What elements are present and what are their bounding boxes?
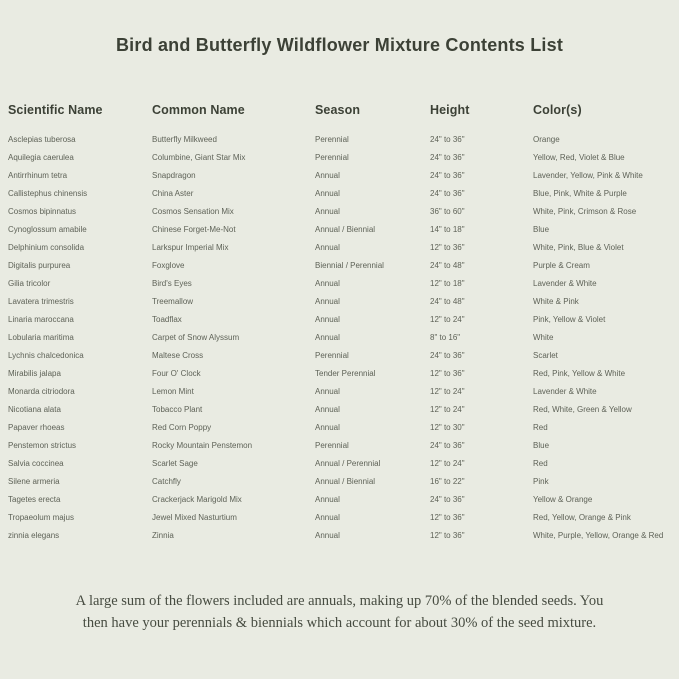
cell-height: 12" to 24" bbox=[430, 386, 465, 396]
cell-height: 36" to 60" bbox=[430, 206, 465, 216]
cell-scientific-name: zinnia elegans bbox=[8, 530, 60, 540]
cell-season: Perennial bbox=[315, 152, 349, 162]
cell-season: Annual bbox=[315, 188, 340, 198]
cell-season: Annual bbox=[315, 530, 340, 540]
cell-scientific-name: Papaver rhoeas bbox=[8, 422, 65, 432]
cell-season: Annual bbox=[315, 494, 340, 504]
cell-common-name: Lemon Mint bbox=[152, 386, 194, 396]
cell-scientific-name: Penstemon strictus bbox=[8, 440, 77, 450]
cell-colors: White bbox=[533, 332, 554, 342]
cell-height: 12" to 36" bbox=[430, 512, 465, 522]
cell-season: Annual bbox=[315, 314, 340, 324]
contents-table bbox=[8, 103, 671, 544]
cell-common-name: Treemallow bbox=[152, 296, 194, 306]
cell-season: Annual bbox=[315, 404, 340, 414]
cell-height: 12" to 18" bbox=[430, 278, 465, 288]
cell-season: Tender Perennial bbox=[315, 368, 376, 378]
cell-scientific-name: Nicotiana alata bbox=[8, 404, 61, 414]
column-header-season: Season bbox=[315, 103, 361, 117]
cell-height: 12" to 24" bbox=[430, 404, 465, 414]
cell-common-name: Toadflax bbox=[152, 314, 182, 324]
cell-scientific-name: Silene armeria bbox=[8, 476, 60, 486]
cell-colors: Scarlet bbox=[533, 350, 558, 360]
cell-common-name: Butterfly Milkweed bbox=[152, 134, 217, 144]
cell-colors: Lavender & White bbox=[533, 278, 597, 288]
cell-height: 24" to 36" bbox=[430, 134, 465, 144]
cell-common-name: Catchfly bbox=[152, 476, 181, 486]
cell-scientific-name: Delphinium consolida bbox=[8, 242, 85, 252]
cell-scientific-name: Cynoglossum amabile bbox=[8, 224, 87, 234]
cell-scientific-name: Callistephus chinensis bbox=[8, 188, 88, 198]
cell-common-name: Maltese Cross bbox=[152, 350, 204, 360]
cell-colors: White, Pink, Blue & Violet bbox=[533, 242, 624, 252]
cell-colors: White, Purple, Yellow, Orange & Red bbox=[533, 530, 664, 540]
cell-height: 14" to 18" bbox=[430, 224, 465, 234]
cell-common-name: Snapdragon bbox=[152, 170, 196, 180]
cell-height: 12" to 24" bbox=[430, 314, 465, 324]
cell-colors: Red bbox=[533, 422, 548, 432]
table-row bbox=[8, 454, 671, 472]
cell-season: Perennial bbox=[315, 440, 349, 450]
cell-season: Annual / Biennial bbox=[315, 476, 376, 486]
cell-scientific-name: Lobularia maritima bbox=[8, 332, 74, 342]
table-row bbox=[8, 418, 671, 436]
cell-common-name: Zinnia bbox=[152, 530, 174, 540]
cell-colors: Blue bbox=[533, 440, 550, 450]
cell-common-name: Scarlet Sage bbox=[152, 458, 198, 468]
page-title: Bird and Butterfly Wildflower Mixture Contents List bbox=[115, 35, 564, 55]
cell-height: 16" to 22" bbox=[430, 476, 465, 486]
table-row bbox=[8, 328, 671, 346]
table-row bbox=[8, 274, 671, 292]
cell-scientific-name: Digitalis purpurea bbox=[8, 260, 71, 270]
cell-colors: Yellow, Red, Violet & Blue bbox=[533, 152, 625, 162]
cell-height: 12" to 36" bbox=[430, 368, 465, 378]
table-row bbox=[8, 202, 671, 220]
table-row bbox=[8, 166, 671, 184]
cell-season: Perennial bbox=[315, 134, 349, 144]
cell-season: Biennial / Perennial bbox=[315, 260, 384, 270]
cell-height: 24" to 36" bbox=[430, 152, 465, 162]
table-row bbox=[8, 184, 671, 202]
cell-common-name: Red Corn Poppy bbox=[152, 422, 212, 432]
table-row bbox=[8, 346, 671, 364]
cell-season: Annual bbox=[315, 278, 340, 288]
cell-height: 24" to 48" bbox=[430, 296, 465, 306]
cell-colors: Purple & Cream bbox=[533, 260, 590, 270]
cell-colors: Blue, Pink, White & Purple bbox=[533, 188, 627, 198]
column-header-height: Height bbox=[430, 103, 470, 117]
cell-colors: Red, Pink, Yellow & White bbox=[533, 368, 626, 378]
table-row bbox=[8, 364, 671, 382]
cell-common-name: Tobacco Plant bbox=[152, 404, 203, 414]
cell-common-name: Cosmos Sensation Mix bbox=[152, 206, 234, 216]
cell-scientific-name: Salvia coccinea bbox=[8, 458, 64, 468]
cell-season: Annual / Biennial bbox=[315, 224, 376, 234]
cell-season: Annual bbox=[315, 512, 340, 522]
table-row bbox=[8, 130, 671, 148]
column-header-common-name: Common Name bbox=[152, 103, 245, 117]
table-row bbox=[8, 292, 671, 310]
cell-height: 24" to 36" bbox=[430, 440, 465, 450]
cell-height: 24" to 36" bbox=[430, 350, 465, 360]
table-row bbox=[8, 472, 671, 490]
cell-colors: Lavender & White bbox=[533, 386, 597, 396]
cell-scientific-name: Gilia tricolor bbox=[8, 278, 51, 288]
cell-common-name: China Aster bbox=[152, 188, 194, 198]
cell-season: Annual / Perennial bbox=[315, 458, 381, 468]
cell-season: Perennial bbox=[315, 350, 349, 360]
cell-colors: Yellow & Orange bbox=[533, 494, 593, 504]
cell-common-name: Chinese Forget-Me-Not bbox=[152, 224, 236, 234]
cell-scientific-name: Antirrhinum tetra bbox=[8, 170, 68, 180]
cell-colors: Pink, Yellow & Violet bbox=[533, 314, 606, 324]
cell-colors: Red, White, Green & Yellow bbox=[533, 404, 632, 414]
cell-common-name: Foxglove bbox=[152, 260, 185, 270]
cell-scientific-name: Tropaeolum majus bbox=[8, 512, 74, 522]
cell-height: 24" to 36" bbox=[430, 170, 465, 180]
cell-colors: Lavender, Yellow, Pink & White bbox=[533, 170, 643, 180]
cell-height: 12" to 30" bbox=[430, 422, 465, 432]
cell-scientific-name: Cosmos bipinnatus bbox=[8, 206, 77, 216]
table-row bbox=[8, 400, 671, 418]
cell-season: Annual bbox=[315, 296, 340, 306]
table-header-row bbox=[8, 103, 671, 117]
cell-season: Annual bbox=[315, 386, 340, 396]
table-row bbox=[8, 526, 671, 544]
cell-season: Annual bbox=[315, 206, 340, 216]
cell-scientific-name: Tagetes erecta bbox=[8, 494, 61, 504]
cell-scientific-name: Linaria maroccana bbox=[8, 314, 74, 324]
column-header-colors: Color(s) bbox=[533, 103, 582, 117]
cell-colors: Red, Yellow, Orange & Pink bbox=[533, 512, 631, 522]
cell-colors: Red bbox=[533, 458, 548, 468]
cell-colors: White & Pink bbox=[533, 296, 579, 306]
cell-height: 24" to 48" bbox=[430, 260, 465, 270]
table-row bbox=[8, 310, 671, 328]
footer-note bbox=[40, 590, 640, 634]
cell-season: Annual bbox=[315, 332, 340, 342]
cell-height: 12" to 36" bbox=[430, 530, 465, 540]
cell-common-name: Bird's Eyes bbox=[152, 278, 192, 288]
cell-scientific-name: Monarda citriodora bbox=[8, 386, 75, 396]
cell-season: Annual bbox=[315, 170, 340, 180]
cell-colors: Pink bbox=[533, 476, 549, 486]
cell-common-name: Columbine, Giant Star Mix bbox=[152, 152, 246, 162]
cell-scientific-name: Aquilegia caerulea bbox=[8, 152, 74, 162]
cell-common-name: Carpet of Snow Alyssum bbox=[152, 332, 240, 342]
table-row bbox=[8, 508, 671, 526]
table-row bbox=[8, 256, 671, 274]
cell-height: 24" to 36" bbox=[430, 188, 465, 198]
cell-common-name: Crackerjack Marigold Mix bbox=[152, 494, 242, 504]
cell-scientific-name: Mirabilis jalapa bbox=[8, 368, 61, 378]
cell-common-name: Larkspur Imperial Mix bbox=[152, 242, 229, 252]
footer-line-2: then have your perennials & biennials which account for about 30% of the seed mixture. bbox=[82, 615, 597, 631]
table-row bbox=[8, 382, 671, 400]
cell-season: Annual bbox=[315, 242, 340, 252]
cell-height: 24" to 36" bbox=[430, 494, 465, 504]
cell-height: 12" to 36" bbox=[430, 242, 465, 252]
cell-scientific-name: Lavatera trimestris bbox=[8, 296, 74, 306]
cell-common-name: Jewel Mixed Nasturtium bbox=[152, 512, 237, 522]
table-body bbox=[8, 130, 671, 544]
table-row bbox=[8, 148, 671, 166]
cell-common-name: Rocky Mountain Penstemon bbox=[152, 440, 253, 450]
column-header-scientific-name: Scientific Name bbox=[8, 103, 103, 117]
table-row bbox=[8, 436, 671, 454]
cell-scientific-name: Lychnis chalcedonica bbox=[8, 350, 84, 360]
cell-season: Annual bbox=[315, 422, 340, 432]
cell-scientific-name: Asclepias tuberosa bbox=[8, 134, 76, 144]
footer-line-1: A large sum of the flowers included are annuals, making up 70% of the blended seeds. You bbox=[75, 593, 604, 609]
table-row bbox=[8, 490, 671, 508]
cell-common-name: Four O' Clock bbox=[152, 368, 201, 378]
cell-colors: Blue bbox=[533, 224, 550, 234]
cell-height: 12" to 24" bbox=[430, 458, 465, 468]
table-row bbox=[8, 220, 671, 238]
cell-colors: White, Pink, Crimson & Rose bbox=[533, 206, 637, 216]
table-row bbox=[8, 238, 671, 256]
cell-height: 8" to 16" bbox=[430, 332, 461, 342]
cell-colors: Orange bbox=[533, 134, 560, 144]
